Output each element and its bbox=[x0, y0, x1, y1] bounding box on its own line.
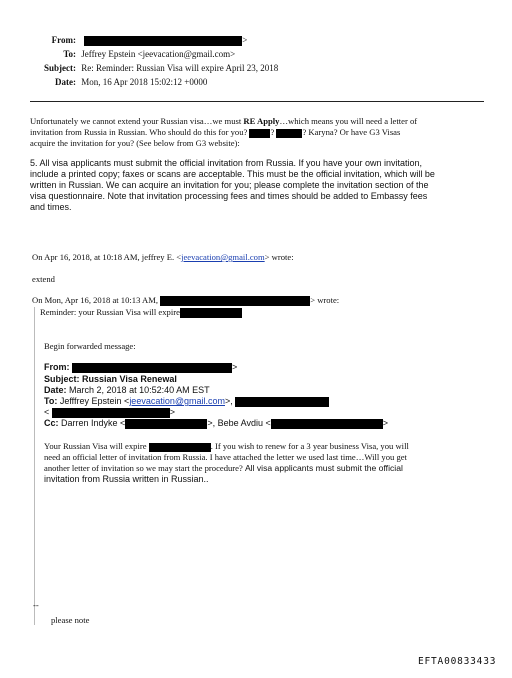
reply-line-2-q1: ? bbox=[270, 127, 275, 137]
reply-line-3: acquire the invitation for you? (See below from G3 website): bbox=[30, 138, 240, 148]
quote2-intro-a: On Mon, Apr 16, 2018 at 10:13 AM, bbox=[32, 295, 159, 305]
bates-number: EFTA00833433 bbox=[418, 656, 497, 667]
fwd-from-label: From: bbox=[44, 362, 70, 372]
fwd-from-tail: > bbox=[232, 362, 238, 372]
from-tail: > bbox=[242, 35, 248, 45]
quote1-body: extend bbox=[32, 274, 55, 284]
g3-note-line: written in Russian. We can acquire an invitation for you; please complete the invitation section of the bbox=[30, 180, 429, 190]
redaction-block bbox=[235, 397, 329, 407]
reply-line-2 bbox=[30, 127, 400, 138]
message-line-3-a: another letter of invitation so we may start the procedure? bbox=[44, 463, 245, 473]
redaction-block bbox=[249, 129, 270, 138]
message-line-1 bbox=[44, 441, 409, 452]
redaction-block bbox=[72, 363, 232, 373]
redaction-block bbox=[84, 36, 242, 46]
message-line-1-a: Your Russian Visa will expire bbox=[44, 441, 147, 451]
fwd-date-value: March 2, 2018 at 10:52:40 AM EST bbox=[69, 385, 210, 395]
date-label: Date: bbox=[55, 77, 76, 87]
header-to-row bbox=[28, 49, 235, 59]
g3-note-line: include a printed copy; faxes or scans are acceptable. This must be the official invitation, which will be bbox=[30, 169, 435, 179]
g3-note-line: and times. bbox=[30, 202, 72, 212]
redaction-block bbox=[160, 296, 310, 306]
header-divider bbox=[30, 101, 484, 102]
fwd-cc-row bbox=[44, 418, 388, 429]
fwd-gt: > bbox=[169, 407, 176, 417]
signature-dashes: -- bbox=[33, 600, 39, 610]
message-line-4: invitation from Russia written in Russian.. bbox=[44, 474, 209, 484]
forwarded-title: Begin forwarded message: bbox=[44, 341, 136, 351]
fwd-lt: < bbox=[44, 407, 50, 417]
email-link[interactable]: jeevacation@gmail.com bbox=[181, 252, 265, 262]
fwd-cc-c: > bbox=[382, 418, 388, 428]
reply-line-1-bold: RE Apply bbox=[243, 116, 280, 126]
fwd-date-label: Date: bbox=[44, 385, 67, 395]
to-value: Jeffrey Epstein <jeevacation@gmail.com> bbox=[81, 49, 236, 59]
g3-note-line: visa questionnaire. Note that invitation processing fees and times should be added to Embassy fees bbox=[30, 191, 428, 201]
fwd-subject-row bbox=[44, 374, 177, 384]
fwd-subject-label: Subject: bbox=[44, 374, 80, 384]
header-subject-row bbox=[28, 63, 278, 73]
quote2-body bbox=[40, 307, 242, 318]
signature-text: please note bbox=[51, 615, 90, 625]
redaction-block bbox=[52, 408, 170, 418]
reply-line-2-a: invitation from Russia in Russian. Who should do this for you? bbox=[30, 127, 250, 137]
quote1-intro bbox=[32, 252, 294, 262]
fwd-cc-b: >, Bebe Avdiu < bbox=[207, 418, 271, 428]
reply-line-1-a: Unfortunately we cannot extend your Russian visa…we must bbox=[30, 116, 244, 126]
quote1-intro-b: > wrote: bbox=[264, 252, 294, 262]
quote2-body-text: Reminder: your Russian Visa will expire bbox=[40, 307, 180, 317]
redaction-block bbox=[276, 129, 302, 138]
fwd-to-label: To: bbox=[44, 396, 58, 406]
redaction-block bbox=[149, 443, 211, 452]
g3-note-line: 5. All visa applicants must submit the official invitation from Russia. If you have your own invitation, bbox=[30, 158, 423, 168]
fwd-to-row bbox=[44, 396, 329, 407]
quote1-intro-a: On Apr 16, 2018, at 10:18 AM, jeffrey E. < bbox=[32, 252, 182, 262]
redaction-block bbox=[271, 419, 383, 429]
from-label: From: bbox=[51, 35, 76, 45]
message-line-3-b: All visa applicants must submit the official bbox=[244, 463, 403, 473]
email-link[interactable]: jeevacation@gmail.com bbox=[129, 396, 225, 406]
fwd-to-b: >, bbox=[225, 396, 233, 406]
header-from-row bbox=[28, 35, 247, 46]
reply-line-2-q2: ? Karyna? Or have G3 Visas bbox=[302, 127, 401, 137]
fwd-cc-label: Cc: bbox=[44, 418, 59, 428]
reply-line-1 bbox=[30, 116, 417, 126]
redaction-block bbox=[125, 419, 207, 429]
message-line-1-b: . If you wish to renew for a 3 year business Visa, you will bbox=[210, 441, 409, 451]
subject-label: Subject: bbox=[44, 63, 76, 73]
message-line-2: need an official letter of invitation from Russia. I have attached the letter we used last time…Will you get bbox=[44, 452, 407, 462]
subject-value: Re: Reminder: Russian Visa will expire April 23, 2018 bbox=[81, 63, 279, 73]
reply-line-1-b: …which means you will need a letter of bbox=[279, 116, 418, 126]
redaction-block bbox=[180, 308, 242, 318]
header-date-row bbox=[28, 77, 207, 87]
quote2-intro-b: > wrote: bbox=[310, 295, 340, 305]
date-value: Mon, 16 Apr 2018 15:02:12 +0000 bbox=[81, 77, 208, 87]
fwd-from-row bbox=[44, 362, 237, 373]
fwd-cc-a: Darren Indyke < bbox=[61, 418, 126, 428]
fwd-date-row bbox=[44, 385, 210, 395]
message-line-3 bbox=[44, 463, 403, 473]
to-label: To: bbox=[63, 49, 76, 59]
fwd-to-continued bbox=[44, 407, 175, 418]
fwd-to-a: Jefffrey Epstein < bbox=[59, 396, 130, 406]
quote-bar bbox=[34, 307, 35, 625]
quote2-intro bbox=[32, 295, 339, 306]
fwd-subject-value: Russian Visa Renewal bbox=[82, 374, 177, 384]
